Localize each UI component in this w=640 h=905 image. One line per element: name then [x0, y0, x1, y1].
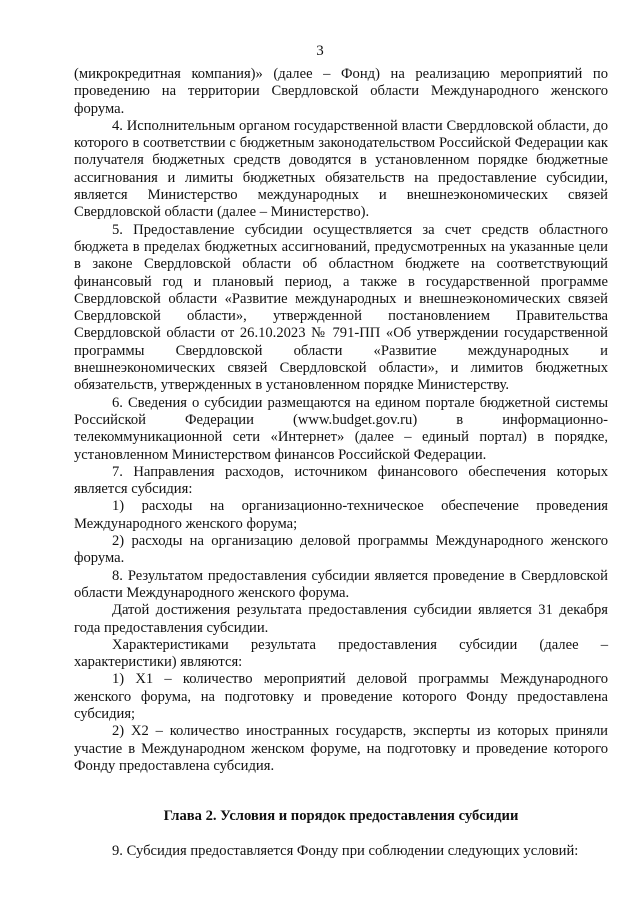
paragraph-7-item-2: 2) расходы на организацию деловой программы Международного женского форума. [74, 533, 608, 567]
paragraph-9: 9. Субсидия предоставляется Фонду при соблюдении следующих условий: [112, 843, 579, 860]
characteristic-x2: 2) X2 – количество иностранных государств, эксперты из которых приняли участие в Международном женском форуме, на подготовку и проведение которого Фонду предоставлена субсидия. [74, 723, 608, 774]
page-number: 3 [316, 43, 324, 59]
characteristic-x1: 1) X1 – количество мероприятий деловой программы Международного женского форума, на подготовку и проведение которого Фонду предоставлена субсидия; [74, 671, 608, 722]
paragraph-8-result-date: Датой достижения результата предоставления субсидии является 31 декабря года предоставления субсидии. [74, 602, 608, 636]
paragraph-4: 4. Исполнительным органом государственной власти Свердловской области, до которого в соответствии с бюджетным законодательством Российской Федерации как получателя бюджетных средств доводятся в установленном порядке бюджетные ассигнования и лимиты бюджетных обязательств на предоставление субсидии, является Министерство международных и внешнеэкономических связей Свердловской области (далее – Министерство). [74, 117, 608, 221]
chapter-heading: Глава 2. Условия и порядок предоставления субсидии [163, 808, 519, 825]
paragraph-8-characteristics: Характеристиками результата предоставления субсидии (далее – характеристики) являются: [74, 636, 608, 671]
paragraph-7: 7. Направления расходов, источником финансового обеспечения которых является субсидия: [74, 463, 608, 498]
paragraph-8: 8. Результатом предоставления субсидии является проведение в Свердловской области Международного женского форума. [74, 567, 608, 601]
paragraph-continuation: (микрокредитная компания)» (далее – Фонд) на реализацию мероприятий по проведению на территории Свердловской области Международного женского форума. [74, 66, 608, 117]
paragraph-5: 5. Предоставление субсидии осуществляется за счет средств областного бюджета в пределах бюджетных ассигнований, предусмотренных на указанные цели в законе Свердловской области об областном бюджете на соответствующий финансовый год и плановый период, а также в государственной программе Свердловской области «Развитие международных и внешнеэкономических связей Свердловской области», утвержденной постановлением Правительства Свердловской области от 26.10.2023 № 791-ПП «Об утверждении государственной программы Свердловской области «Развитие международных и внешнеэкономических связей Свердловской области», и лимитов бюджетных обязательств, утвержденных в установленном порядке Министерству. [74, 221, 608, 394]
paragraph-7-item-1: 1) расходы на организационно-техническое обеспечение проведения Международного женского форума; [74, 498, 608, 532]
paragraph-6: 6. Сведения о субсидии размещаются на едином портале бюджетной системы Российской Федерации (www.budget.gov.ru) в информационно-телекоммуникационной сети «Интернет» (далее – единый портал) в порядке, установленном Министерством финансов Российской Федерации. [74, 394, 608, 463]
document-body [74, 66, 608, 861]
